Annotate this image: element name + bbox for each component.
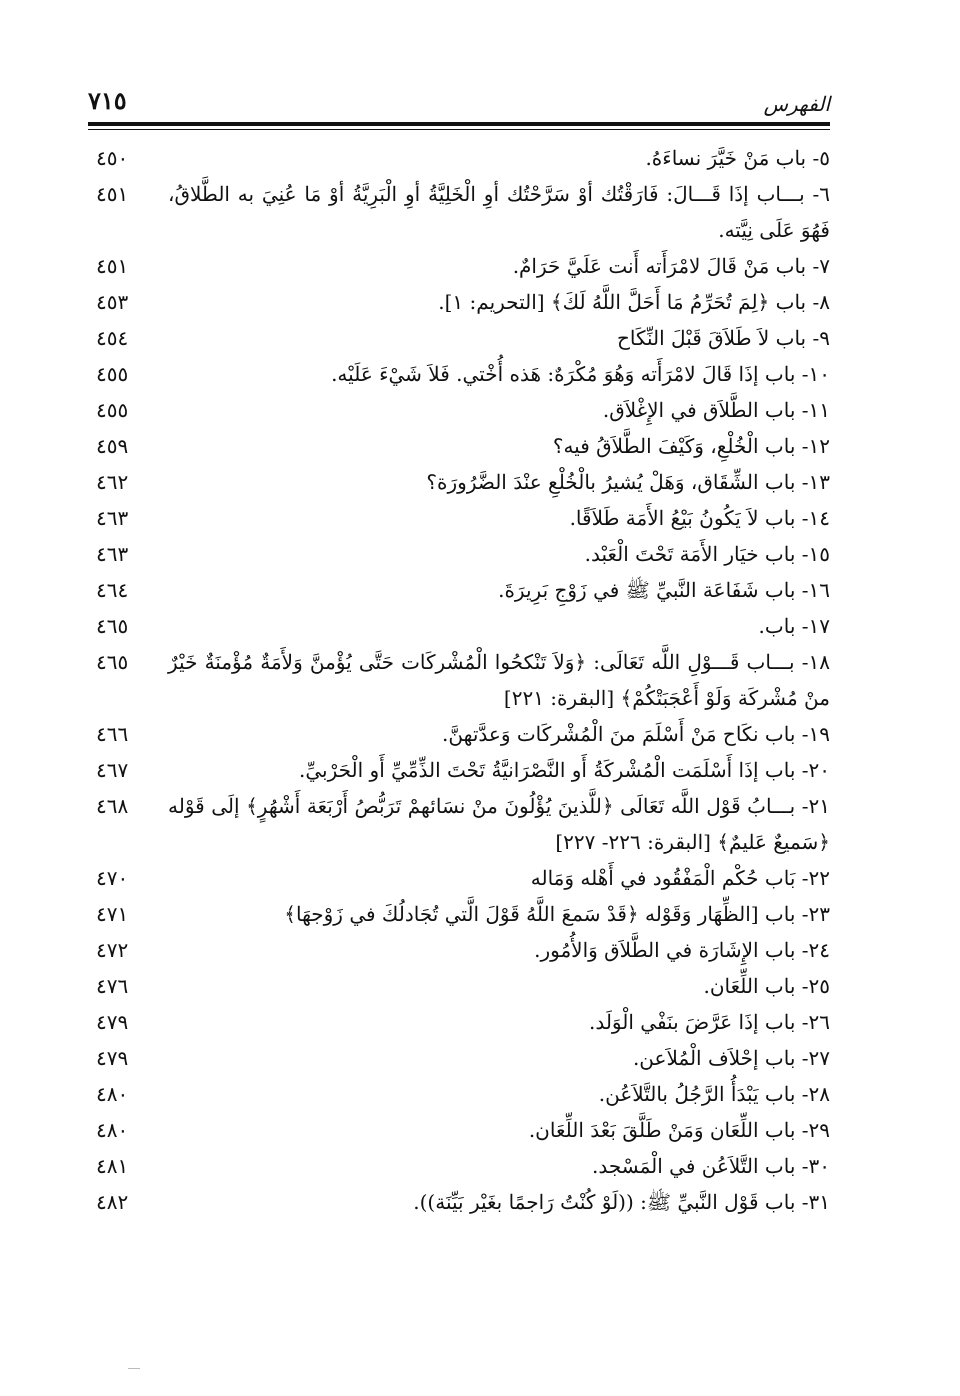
entry-title: ٢٨- باب يَبْدَأُ الرَّجُلُ بالتَّلاَعُن. [598,1082,830,1106]
toc-entry-6 [88,176,830,248]
entry-page-number: ٤٧٢ [96,938,129,962]
entry-page-number: ٤٦٥ [96,650,129,674]
toc-entry-27 [88,1040,830,1076]
toc-entry-17 [88,608,830,644]
entry-page-number: ٤٨١ [96,1154,129,1178]
entry-title: ١٧- باب. [758,614,830,638]
entry-title: ٨- باب ﴿لِمَ تُحَرِّمُ مَا أَحَلَّ اللَّهُ لَكَ﴾ [التحريم: ١]. [438,290,830,314]
entry-title: ١٥- باب خيَار الأَمَة تَحْتَ الْعَبْد. [584,542,830,566]
toc-entry-8 [88,284,830,320]
entry-page-number: ٤٨٠ [96,1118,129,1142]
entry-page-number: ٤٧٠ [96,866,129,890]
entry-page-number: ٤٦٣ [96,506,129,530]
entry-page-number: ٤٦٧ [96,758,129,782]
entry-title: ٢٠- باب إذَا أَسْلَمَت الْمُشْركَةُ أَو النَّصْرَانيَّةُ تَحْتَ الذِّمِّيِّ أَو الْحَرْبيِّ. [298,758,830,782]
toc-entry-7 [88,248,830,284]
entry-page-number: ٤٥١ [96,254,129,278]
entry-page-number: ٤٥٣ [96,290,129,314]
entry-title: ١٢- باب الْخُلْعِ، وَكَيْفَ الطَّلاَقُ فيه؟ [552,434,830,458]
header-rule-thin [88,129,830,130]
entry-title: ٢٤- باب الإِشَارَة في الطَّلاَق وَالأُمُور. [534,938,830,962]
page-header [88,86,830,120]
toc-entry-16 [88,572,830,608]
toc-entry-9 [88,320,830,356]
toc-entry-15 [88,536,830,572]
page-number: ٧١٥ [88,86,127,115]
header-rule-thick [88,122,830,126]
toc-entry-23 [88,896,830,932]
toc-entry-24 [88,932,830,968]
entry-title: ١٨- بـــاب قَـــوْلِ اللَّه تَعَالَى: ﴿وَلاَ تَنْكحُوا الْمُشْركَات حَتَّى يُؤْمنَّ وَلأَمَةٌ مُؤْمنَةٌ خَيْرٌ منْ مُشْركَة وَلَوْ أَعْجَبَتْكُمْ﴾ [البقرة: ٢٢١] [168,650,830,710]
toc-entry-5 [88,140,830,176]
entry-page-number: ٤٦٣ [96,542,129,566]
toc-entry-29 [88,1112,830,1148]
entry-page-number: ٤٦٥ [96,614,129,638]
entry-title: ٣٠- باب التَّلاَعُن في الْمَسْجد. [592,1154,830,1178]
entry-title: ٢٥- باب اللِّعَان. [703,974,830,998]
entry-page-number: ٤٦٤ [96,578,129,602]
toc-entry-18 [88,644,830,716]
toc-entry-26 [88,1004,830,1040]
entry-page-number: ٤٥٥ [96,398,129,422]
entry-page-number: ٤٥٥ [96,362,129,386]
toc-entry-25 [88,968,830,1004]
toc-entry-19 [88,716,830,752]
toc-entry-22 [88,860,830,896]
entry-page-number: ٤٧٩ [96,1046,129,1070]
toc-entry-21 [88,788,830,860]
entry-title: ٥- باب مَنْ خَيَّرَ نساءَهُ. [645,146,830,170]
toc-entry-10 [88,356,830,392]
entry-page-number: ٤٨٠ [96,1082,129,1106]
entry-page-number: ٤٦٦ [96,722,129,746]
entry-page-number: ٤٦٢ [96,470,129,494]
toc-entry-13 [88,464,830,500]
entry-page-number: ٤٧١ [96,902,129,926]
entry-title: ٢٩- باب اللِّعَان وَمَنْ طَلَّقَ بَعْدَ اللِّعَان. [528,1118,830,1142]
entry-title: ١١- باب الطَّلاَق في الإِغْلاَق. [602,398,830,422]
footer-mark [128,1368,140,1369]
entry-page-number: ٤٧٩ [96,1010,129,1034]
entry-title: ١٣- باب الشِّقَاق، وَهَلْ يُشيرُ بالْخُلْعِ عنْدَ الضَّرُورَة؟ [426,470,830,494]
entry-page-number: ٤٥٤ [96,326,129,350]
toc-entry-30 [88,1148,830,1184]
entry-title: ٢٢- بَاب حُكْم الْمَفْقُود في أَهْله وَمَاله [530,866,830,890]
entry-page-number: ٤٥١ [96,182,129,206]
entry-title: ١٤- باب لاَ يَكُونُ بَيْعُ الأَمَة طَلاَقًا. [569,506,830,530]
entry-title: ١٦- باب شَفَاعَة النَّبيِّ ﷺ في زَوْجِ بَرِيرَةَ. [498,578,830,602]
entry-page-number: ٤٥٠ [96,146,129,170]
toc-entry-11 [88,392,830,428]
entry-page-number: ٤٥٩ [96,434,129,458]
running-title: الفهرس [763,92,830,116]
entry-page-number: ٤٨٢ [96,1190,129,1214]
table-of-contents [88,140,830,1220]
entry-title: ٢٧- باب إحْلاَف الْمُلاَعن. [632,1046,830,1070]
entry-page-number: ٤٦٨ [96,794,129,818]
toc-entry-12 [88,428,830,464]
toc-entry-14 [88,500,830,536]
entry-title: ٣١- باب قَوْل النَّبيِّ ﷺ: ((لَوْ كُنْتُ رَاجمًا بغَيْر بَيِّنَة)). [413,1190,830,1214]
entry-title: ٢٦- باب إذَا عَرَّضَ بنَفْي الْوَلَد. [588,1010,830,1034]
entry-title: ٩- باب لاَ طَلاَقَ قَبْلَ النِّكَاح [616,326,830,350]
toc-entry-31 [88,1184,830,1220]
toc-entry-28 [88,1076,830,1112]
entry-title: ١٠- باب إذَا قَالَ لامْرَأَته وَهُوَ مُكْرَهٌ: هَذه أُخْتي. فَلاَ شَيْءَ عَلَيْه. [331,362,830,386]
entry-title: ١٩- باب نكَاح مَنْ أَسْلَمَ منَ الْمُشْركَات وَعدَّتهنَّ. [442,722,830,746]
toc-entry-20 [88,752,830,788]
entry-title: ٢١- بـــابُ قَوْل اللَّه تَعَالَى ﴿للَّذينَ يُؤْلُونَ منْ نسَائهمْ تَرَبُّصُ أَرْبَعَة أَشْهُرٍ﴾ إلَى قَوْله ﴿سَميعٌ عَليمٌ﴾ [البقرة: ٢٢٦- ٢٢٧] [168,794,830,854]
entry-title: ٧- باب مَنْ قَالَ لامْرَأَته أَنت عَلَيَّ حَرَامٌ. [512,254,830,278]
entry-page-number: ٤٧٦ [96,974,129,998]
entry-title: ٦- بـــاب إذَا قَـــالَ: فَارَقْتُك أوْ سَرَّحْتُك أوِ الْخَلِيَّةُ أوِ الْبَرِيَّةُ أوْ مَا عُنِيَ به الطَّلاقُ، فَهُوَ عَلَى نِيَّته. [168,182,830,242]
entry-title: ٢٣- باب [الظِّهَار وَقَوْله ﴿قَدْ سَمعَ اللَّهُ قَوْلَ الَّتي تُجَادلُكَ في زَوْجهَا﴾ [284,902,830,926]
